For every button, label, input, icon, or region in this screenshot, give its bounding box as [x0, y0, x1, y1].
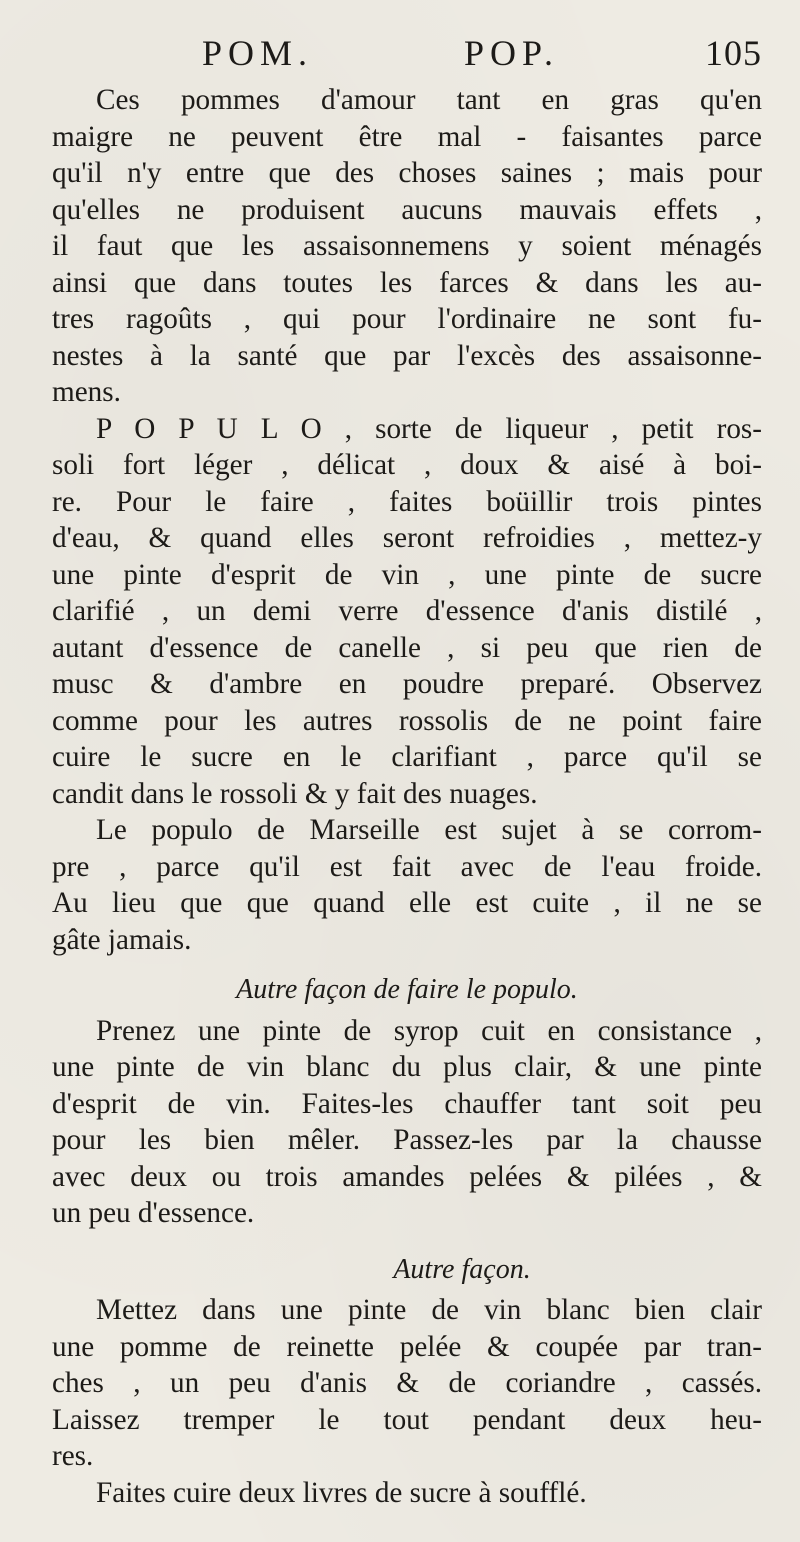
text-line: autant d'essence de canelle , si peu que rien de	[52, 631, 762, 664]
text-line: cuire le sucre en le clarifiant , parce qu'il se	[52, 741, 762, 773]
text-line: une pomme de reinette pelée & coupée par tran-	[52, 1330, 762, 1363]
text-line: mens.	[52, 376, 121, 408]
text-line: soli fort léger , délicat , doux & aisé à boi-	[52, 449, 762, 481]
subheading-autre-facon: Autre façon.	[393, 1253, 531, 1285]
text-line: res.	[52, 1440, 94, 1472]
text-line: nestes à la santé que par l'excès des assaisonne-	[52, 339, 762, 372]
running-header	[52, 32, 762, 82]
text-line: Ces pommes d'amour tant en gras qu'en	[96, 84, 762, 116]
text-line: d'eau, & quand elles seront refroidies , mettez-y	[52, 522, 762, 554]
text-line: pour les bien mêler. Passez-les par la chausse	[52, 1124, 762, 1156]
text-line: maigre ne peuvent être mal - faisantes parce	[52, 120, 762, 153]
text-line: avec deux ou trois amandes pelées & pilées , &	[52, 1160, 762, 1193]
text-line: Mettez dans une pinte de vin blanc bien clair	[96, 1294, 762, 1326]
paragraph-prenez	[52, 1013, 762, 1232]
text-line: Prenez une pinte de syrop cuit en consistance ,	[96, 1014, 762, 1047]
text-line: musc & d'ambre en poudre preparé. Observez	[52, 668, 762, 700]
text-line: Faites cuire deux livres de sucre à soufflé.	[96, 1476, 587, 1509]
text-line: Le populo de Marseille est sujet à se corrom-	[96, 814, 762, 846]
text-line: gâte jamais.	[52, 923, 192, 956]
text-line: d'esprit de vin. Faites-les chauffer tant soit peu	[52, 1087, 762, 1120]
text-line: Laissez tremper le tout pendant deux heu-	[52, 1403, 762, 1436]
paragraph-marseille	[52, 812, 762, 958]
text-line: une pinte de vin blanc du plus clair, & une pinte	[52, 1051, 762, 1083]
text-line: P O P U L O , sorte de liqueur , petit ros-	[96, 412, 762, 445]
page-number: 105	[705, 33, 762, 73]
text-line: re. Pour le faire , faites boüillir trois pintes	[52, 485, 762, 518]
page-body	[52, 82, 762, 1511]
paragraph-mettez	[52, 1292, 762, 1475]
header-left: POM.	[202, 33, 314, 73]
text-line: pre , parce qu'il est fait avec de l'eau froide.	[52, 850, 762, 883]
paragraph-faites-cuire	[52, 1475, 762, 1512]
text-line: une pinte d'esprit de vin , une pinte de sucre	[52, 558, 762, 591]
text-line: Au lieu que que quand elle est cuite , il ne se	[52, 887, 762, 919]
text-line: ainsi que dans toutes les farces & dans les au-	[52, 266, 762, 299]
text-line: qu'il n'y entre que des choses saines ; mais pour	[52, 157, 762, 189]
text-line: tres ragoûts , qui pour l'ordinaire ne sont fu-	[52, 303, 762, 335]
text-line: un peu d'essence.	[52, 1197, 255, 1229]
subheading-autre-facon-populo: Autre façon de faire le populo.	[236, 974, 578, 1005]
text-line: ches , un peu d'anis & de coriandre , cassés.	[52, 1367, 762, 1399]
text-line: comme pour les autres rossolis de ne point faire	[52, 704, 762, 737]
text-line: clarifié , un demi verre d'essence d'anis distilé ,	[52, 595, 762, 627]
header-center: POP.	[464, 33, 560, 73]
paragraph-populo	[52, 411, 762, 813]
text-line: qu'elles ne produisent aucuns mauvais effets ,	[52, 193, 762, 226]
text-line: candit dans le rossoli & y fait des nuages.	[52, 777, 538, 810]
paragraph-pommes	[52, 82, 762, 411]
text-line: il faut que les assaisonnemens y soient ménagés	[52, 230, 762, 262]
